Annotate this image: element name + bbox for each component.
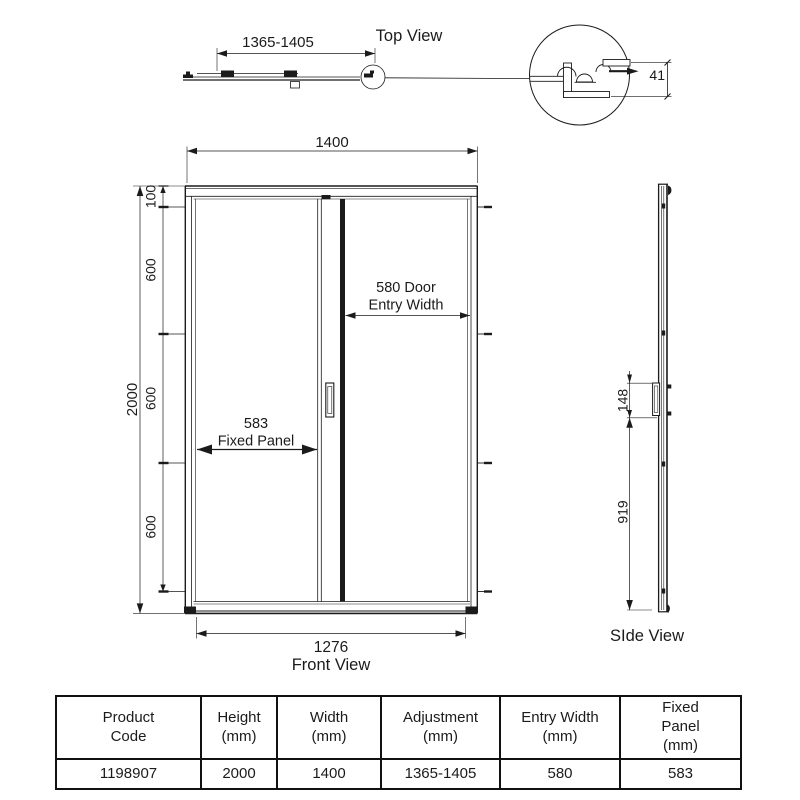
- front-view-label: Front View: [291, 656, 371, 674]
- door-handle-side: [653, 383, 660, 416]
- header-line: (mm): [663, 736, 698, 754]
- header-line: (mm): [542, 727, 578, 745]
- top-view: [183, 25, 672, 125]
- spec-header-width: [278, 697, 382, 760]
- spec-value-width: 1400: [278, 760, 382, 788]
- header-line: (mm): [311, 727, 347, 745]
- header-line: Adjustment: [402, 708, 479, 726]
- spec-header-product-code: [57, 697, 202, 760]
- door-entry-dimension: [346, 280, 471, 316]
- spec-header-fixed-panel: [621, 697, 740, 760]
- handle-length-dim-text: 148: [614, 388, 631, 413]
- top-view-detail-magnified: [530, 25, 639, 125]
- top-view-profile-drawing: [183, 65, 530, 89]
- sliding-door-edge: [340, 199, 345, 602]
- spec-value-entry-width: 580: [501, 760, 621, 788]
- spec-table: [55, 695, 742, 790]
- spec-value-adjustment: 1365-1405: [382, 760, 501, 788]
- header-line: (mm): [423, 727, 458, 745]
- bottom-width-dimension: [197, 617, 466, 656]
- handle-length-dimension: [615, 371, 658, 418]
- header-line: Product: [102, 708, 155, 726]
- bottom-width-dim-text: 1276: [313, 639, 349, 656]
- detail-circle: [530, 25, 630, 125]
- handle-height-dimension: [615, 418, 653, 610]
- spec-header-entry-width: [501, 697, 621, 760]
- door-entry-dim-line1: 580 Door: [376, 280, 436, 296]
- side-view-label: SIde View: [610, 627, 684, 645]
- door-entry-dim-line2: Entry Width: [368, 297, 444, 314]
- front-view: [124, 134, 492, 674]
- chain-dim-600b: 600: [142, 386, 159, 411]
- spec-header-height: [202, 697, 278, 760]
- chain-dim-100: 100: [142, 184, 159, 209]
- top-view-adjustment-dim-text: 1365-1405: [242, 34, 314, 51]
- handle-height-dim-text: 919: [614, 500, 631, 524]
- top-view-label: Top View: [375, 27, 443, 45]
- fixed-panel-dim-line2: Fixed Panel: [217, 433, 295, 450]
- chain-dim-600c: 600: [142, 515, 159, 539]
- chain-dim-600a: 600: [142, 258, 159, 282]
- door-handle-front: [326, 383, 334, 417]
- spec-value-fixed-panel: 583: [667, 764, 694, 782]
- header-line: Height: [217, 708, 261, 726]
- spec-header-adjustment: [382, 697, 501, 760]
- header-line: Width: [309, 708, 349, 726]
- overall-width-dim-text: 1400: [315, 134, 349, 151]
- header-line: Fixed: [662, 699, 699, 717]
- profile-depth-dim-text: 41: [649, 67, 665, 83]
- fixed-panel-dimension: [197, 416, 317, 450]
- spec-value-height: 2000: [202, 760, 278, 788]
- left-chain-dimension: [143, 185, 169, 592]
- spec-value-product-code: 1198907: [57, 760, 202, 788]
- overall-height-dim-text: 2000: [124, 382, 141, 417]
- header-line: (mm): [221, 727, 257, 745]
- header-line: Entry Width: [521, 708, 599, 726]
- fixed-panel-dim-line1: 583: [243, 416, 269, 432]
- side-view: [610, 184, 684, 645]
- header-line: Panel: [661, 718, 700, 736]
- header-line: Code: [110, 727, 147, 745]
